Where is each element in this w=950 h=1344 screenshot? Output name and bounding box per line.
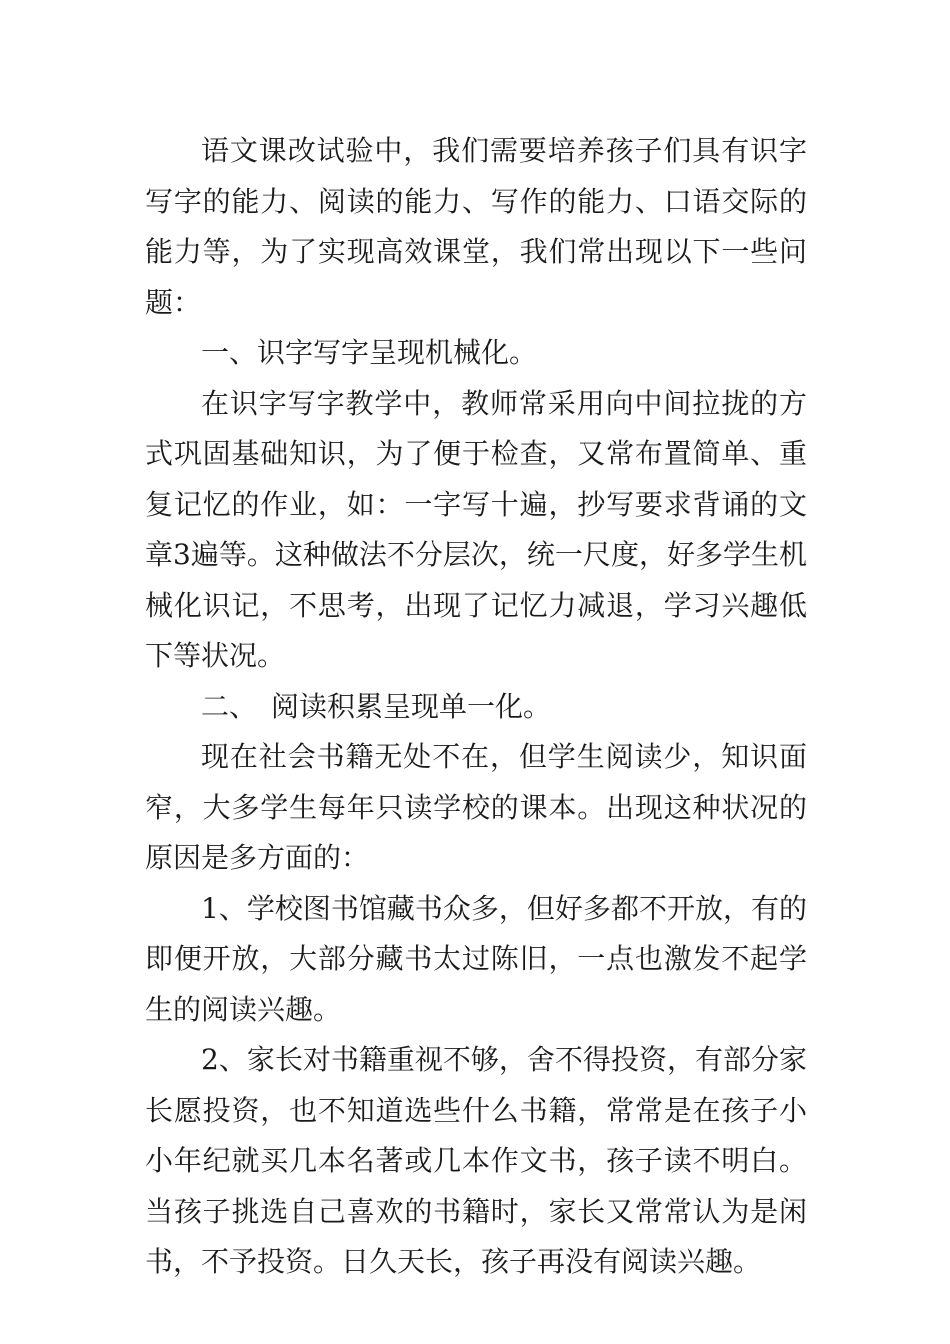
section-2-paragraph: 现在社会书籍无处不在，但学生阅读少，知识面窄，大多学生每年只读学校的课本。出现这种状况的原因是多方面的： (145, 740, 807, 874)
list-item-1: 1、学校图书馆藏书众多，但好多都不开放，有的即便开放，大部分藏书太过陈旧，一点也激发不起学生的阅读兴趣。 (145, 891, 807, 1026)
section-heading-1: 一、识字写字呈现机械化。 (201, 336, 538, 369)
section-heading-2: 二、 阅读积累呈现单一化。 (201, 689, 552, 723)
document-body (145, 126, 807, 1288)
list-item-2: 2、家长对书籍重视不够，舍不得投资，有部分家长愿投资，也不知道选些什么书籍，常常是在孩子小小年纪就买几本名著或几本作文书，孩子读不明白。当孩子挑选自己喜欢的书籍时，家长又常常认为是闲书，不予投资。日久天长，孩子再没有阅读兴趣。 (145, 1043, 807, 1278)
intro-paragraph: 语文课改试验中，我们需要培养孩子们具有识字写字的能力、阅读的能力、写作的能力、口语交际的能力等，为了实现高效课堂，我们常出现以下一些问题： (145, 134, 807, 319)
section-1-paragraph: 在识字写字教学中，教师常采用向中间拉拢的方式巩固基础知识，为了便于检查，又常布置简单、重复记忆的作业，如：一字写十遍，抄写要求背诵的文章3遍等。这种做法不分层次，统一尺度，好多学生机械化识记，不思考，出现了记忆力减退，学习兴趣低下等状况。 (145, 386, 807, 672)
